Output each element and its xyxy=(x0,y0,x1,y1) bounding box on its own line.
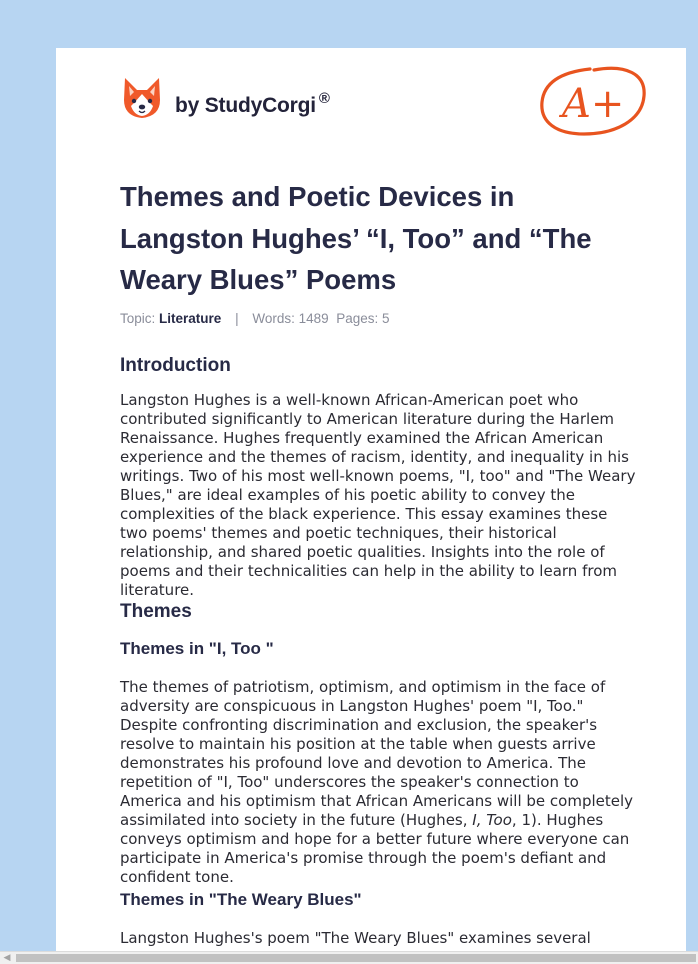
topic-link[interactable]: Literature xyxy=(159,311,222,326)
meta-separator: | xyxy=(235,311,239,326)
themes-itoo-paragraph: The themes of patriotism, optimism, and optimism in the face of adversity are conspicuous in Langston Hughes' poem "I, Too." Despite confronting discrimination and exclusion, the speaker's resolve to maintain his position at the table when guests arrive demonstrates his profound love and devotion to America. The repetition of "I, Too" underscores the speaker's connection to America and his optimism that African Americans will be completely assimilated into society in the future (Hughes, I, Too, 1). Hughes conveys optimism and hope for a better future where everyone can participate in America's promise through the poem's defiant and confident tone. xyxy=(120,678,634,886)
horizontal-scrollbar[interactable] xyxy=(0,951,698,964)
themes-heading: Themes xyxy=(120,601,192,622)
scrollbar-thumb[interactable] xyxy=(16,954,696,962)
document-page xyxy=(56,48,686,951)
themes-weary-heading: Themes in "The Weary Blues" xyxy=(120,890,362,909)
word-count: Words: 1489 xyxy=(252,311,329,326)
introduction-heading: Introduction xyxy=(120,355,231,376)
themes-itoo-heading: Themes in "I, Too " xyxy=(120,639,274,658)
scroll-left-arrow-icon[interactable]: ◀ xyxy=(3,953,11,963)
introduction-paragraph: Langston Hughes is a well-known African-American poet who contributed significantly to American literature during the Harlem Renaissance. Hughes frequently examined the African American experience and the themes of racism, identity, and inequality in his writings. Two of his most well-known poems, "I, too" and "The Weary Blues," are ideal examples of his poetic ability to convey the complexities of the black experience. This essay examines these two poems' themes and poetic techniques, their historical relationship, and shared poetic qualities. Insights into the role of poems and their technicalities can help in the ability to learn from literature. xyxy=(120,391,636,599)
corgi-icon xyxy=(122,76,162,120)
svg-text:A+: A+ xyxy=(562,81,625,127)
studycorgi-logo[interactable] xyxy=(122,76,330,120)
citation-title: I, Too xyxy=(472,811,512,829)
grade-badge xyxy=(538,60,650,146)
essay-meta xyxy=(120,311,389,326)
themes-weary-paragraph: Langston Hughes's poem "The Weary Blues" examines several xyxy=(120,929,591,947)
page-count: Pages: 5 xyxy=(336,311,390,326)
topic-label: Topic: xyxy=(120,311,156,326)
page-title: Themes and Poetic Devices in Langston Hughes’ “I, Too” and “The Weary Blues” Poems xyxy=(120,181,592,295)
brand-name: by StudyCorgi ® xyxy=(175,90,330,117)
